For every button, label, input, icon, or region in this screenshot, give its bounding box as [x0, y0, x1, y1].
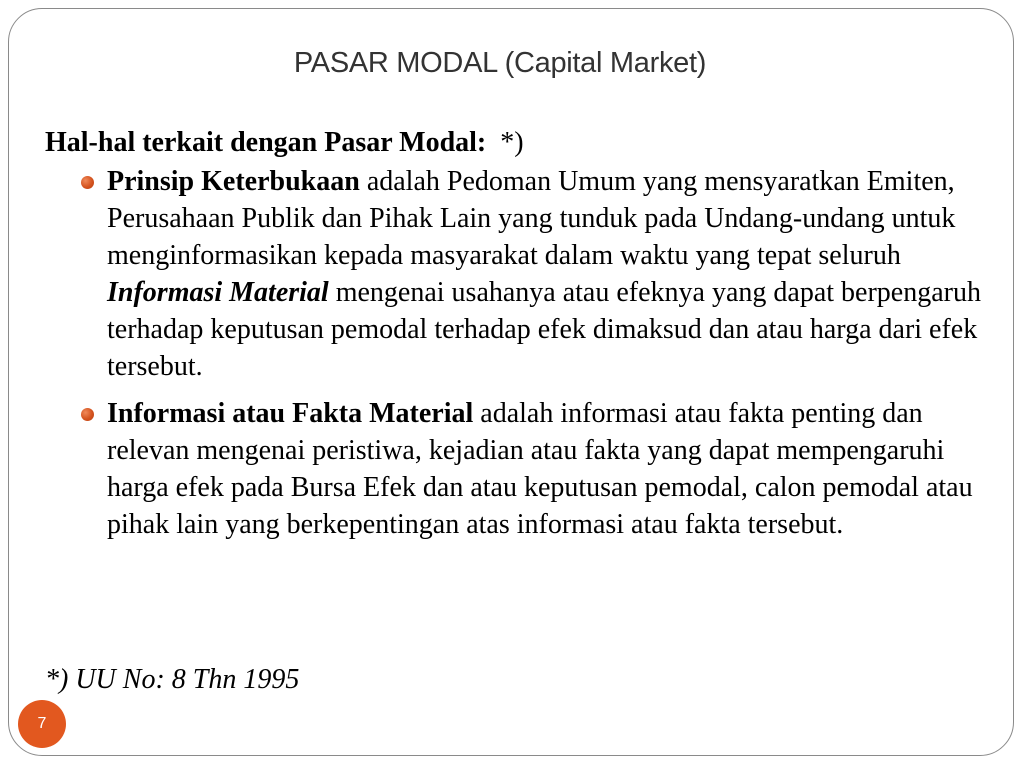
- bullet-list: [45, 163, 995, 543]
- bullet-term: Prinsip Keterbukaan: [107, 166, 360, 197]
- bullet-text: [107, 395, 995, 543]
- list-item: [45, 163, 995, 385]
- bullet-definition-part2: mengenai usahanya atau efeknya yang dapat berpengaruh terhadap keputusan pemodal terhadap efek dimaksud dan atau harga dari efek tersebut.: [107, 277, 981, 382]
- footnote: *) UU No: 8 Thn 1995: [45, 664, 300, 695]
- page-number: 7: [37, 715, 47, 732]
- bullet-icon: [81, 176, 94, 189]
- slide-body: [45, 124, 995, 543]
- bullet-term: Informasi atau Fakta Material: [107, 398, 474, 429]
- bullet-definition-part1: adalah Pedoman Umum yang mensyaratkan Emiten, Perusahaan Publik dan Pihak Lain yang tunduk pada Undang-undang untuk menginformasikan kepada masyarakat dalam waktu yang tepat seluruh: [107, 166, 956, 271]
- slide-title: PASAR MODAL (Capital Market): [293, 47, 707, 79]
- page-number-badge: [18, 700, 66, 748]
- bullet-icon: [81, 408, 94, 421]
- list-item: [45, 395, 995, 543]
- bullet-definition: adalah informasi atau fakta penting dan relevan mengenai peristiwa, kejadian atau fakta yang dapat mempengaruhi harga efek pada Bursa Efek dan atau keputusan pemodal, calon pemodal atau pihak lain yang berkepentingan atas informasi atau fakta tersebut.: [107, 398, 973, 540]
- section-heading-footnote-mark: *): [500, 127, 524, 158]
- section-heading-bold: Hal-hal terkait dengan Pasar Modal:: [45, 127, 487, 158]
- bullet-text: [107, 163, 995, 385]
- bullet-emphasis: Informasi Material: [107, 277, 329, 308]
- section-heading: [45, 124, 995, 161]
